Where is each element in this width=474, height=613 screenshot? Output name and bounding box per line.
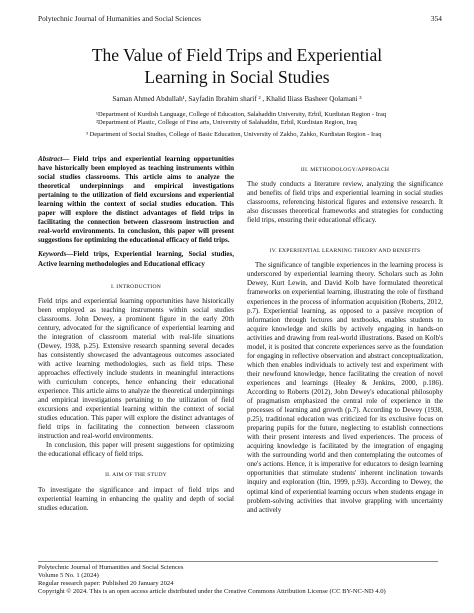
intro-paragraph-2: In conclusion, this paper will present suggestions for optimizing the educational efficacy of field trips. — [38, 441, 234, 459]
section-heading-methodology: III. METHODOLOGY/APPROACH — [300, 167, 390, 173]
right-column — [247, 166, 443, 515]
abstract-text: Field trips and experiential learning opportunities have historically been employed as teaching instruments within social studies classrooms. This article aims to analyze the theoretical underpinnings and empirical investigations pertaining to the utilization of field excursions and experiential learning within the context of social studies education. This paper will explore the distinct advantages of field trips in facilitating the connection between classroom instruction and real-world environments. In conclusion, this paper will present suggestions for optimizing the educational efficacy of field trips. — [38, 155, 234, 245]
paper-title — [0, 44, 474, 88]
section-heading-aim: II. AIM OF THE STUDY — [105, 472, 167, 479]
footer — [38, 564, 386, 596]
keywords-label: Keywords— — [38, 250, 74, 259]
intro-paragraph-1: Field trips and experiential learning opportunities have historically been employed as teaching instruments within social studies classrooms. John Dewey, a prominent figure in the early 20th century, advocated for the significance of experiential learning and the integration of classroom material with real-life situations (Dewey, 1938, p.25). Extensive research spanning several decades has consistently showcased the advantageous outcomes associated with active learning methodologies, such as field trips. These approaches effectively include students in meaningful interactions with curriculum concepts, hence enhancing their educational experience. This article aims to analyze the theoretical underpinnings and empirical investigations pertaining to the utilization of field excursions and experiential learning within the context of social studies education. This paper will explore the distinct advantages of field trips in facilitating the connection between classroom instruction and real-world environments. — [38, 296, 234, 441]
affiliation-3: ³ Department of Social Studies, College of Basic Education, University of Zakho, Zahko, Kurdistan Region - Iraq — [86, 131, 382, 138]
keywords — [38, 250, 234, 268]
journal-name: Polytechnic Journal of Humanities and Social Sciences — [38, 14, 201, 23]
footer-license: Copyright © 2024. This is an open access article distributed under the Creative Commons Attribution License (CC BY-NC-ND 4.0) — [38, 588, 386, 596]
abstract — [38, 155, 234, 245]
section-heading-theory: IV. EXPERIENTIAL LEARNING THEORY AND BENEFITS — [269, 248, 421, 255]
paper-title-text: The Value of Field Trips and Experiential Learning in Social Studies — [91, 45, 383, 87]
affiliation-1: ¹Department of Kurdish Language, College of Education, Salahaddin University, Erbil, Kurdistan Region - Iraq — [96, 111, 387, 118]
aim-paragraph: To investigate the significance and impact of field trips and experiential learning in enhancing the quality and depth of social studies education. — [38, 485, 234, 512]
theory-paragraph: The significance of tangible experiences in the learning process is underscored by experiential learning theory. Scholars such as John Dewey, Kurt Lewin, and David Kolb have formulated theoretical frameworks on experiential learning, illustrating the role of firsthand experiences in the process of information acquisition (Roberts, 2012, p.7). Experiential learning, as opposed to a passive reception of information through lectures and textbooks, enables students to acquire knowledge and skills by actively engaging in hands-on activities and drawing from real-world illustrations. Based on Kolb's model, it is posited that concrete experiences serve as the foundation for engaging in reflective observation and abstract conceptualization, which then enables individuals to actively test and experiment with their newfound knowledge, hence facilitating the creation of novel experiences and learnings (Healey & Jenkins, 2000, p.186). According to Roberts (2012), John Dewey's educational philosophy of pragmatism emphasized the central role of experience in the processes of learning and growth (p.7). According to Dewey (1938, p.25), traditional education was criticized for its exclusive focus on preparing pupils for the future, neglecting to establish connections with their present interests and lived experiences. The process of acquiring knowledge is facilitated by the integration of engaging with the surrounding world and then contemplating the outcomes of one's actions. Hence, it is imperative for educators to design learning opportunities that stimulate students' inherent inclination towards inquiry and exploration (Itin, 1999, p.93). According to Dewey, the optimal kind of experiential learning occurs when students engage in problem-solving activities that involve grappling with uncertainty and actively — [247, 261, 443, 514]
left-column — [38, 155, 234, 513]
keywords-text: Field trips, Experiential learning, Social studies, Active learning methodologies and Educational efficacy — [38, 250, 234, 268]
page-number: 354 — [430, 14, 442, 23]
footer-published: Regular research paper: Published 20 January 2024 — [38, 580, 174, 588]
footer-volume: Volume 5 No. 1 (2024) — [38, 572, 99, 580]
footer-divider — [38, 561, 438, 562]
abstract-label: Abstract— — [38, 155, 70, 163]
author-list: Saman Ahmed Abdullah¹, Sayfadin Ibrahim sharif ² , Khalid Iliass Basheer Qolamani ³ — [112, 95, 362, 103]
running-header — [38, 14, 442, 23]
affiliation-2: ²Department of Plastic, College of Fine arts, University of Salahaddin, Erbil, Kurdistan Region, Iraq — [96, 119, 357, 126]
section-heading-introduction: I. INTRODUCTION — [111, 283, 161, 290]
footer-journal: Polytechnic Journal of Humanities and Social Sciences — [38, 564, 184, 571]
methodology-paragraph: The study conducts a literature review, analyzing the significance and benefits of field trips and experiential learning in social studies classrooms, referencing historical figures and extensive research. It also discusses theoretical frameworks and strategies for conducting field trips, ensuring their educational efficacy. — [247, 180, 443, 225]
